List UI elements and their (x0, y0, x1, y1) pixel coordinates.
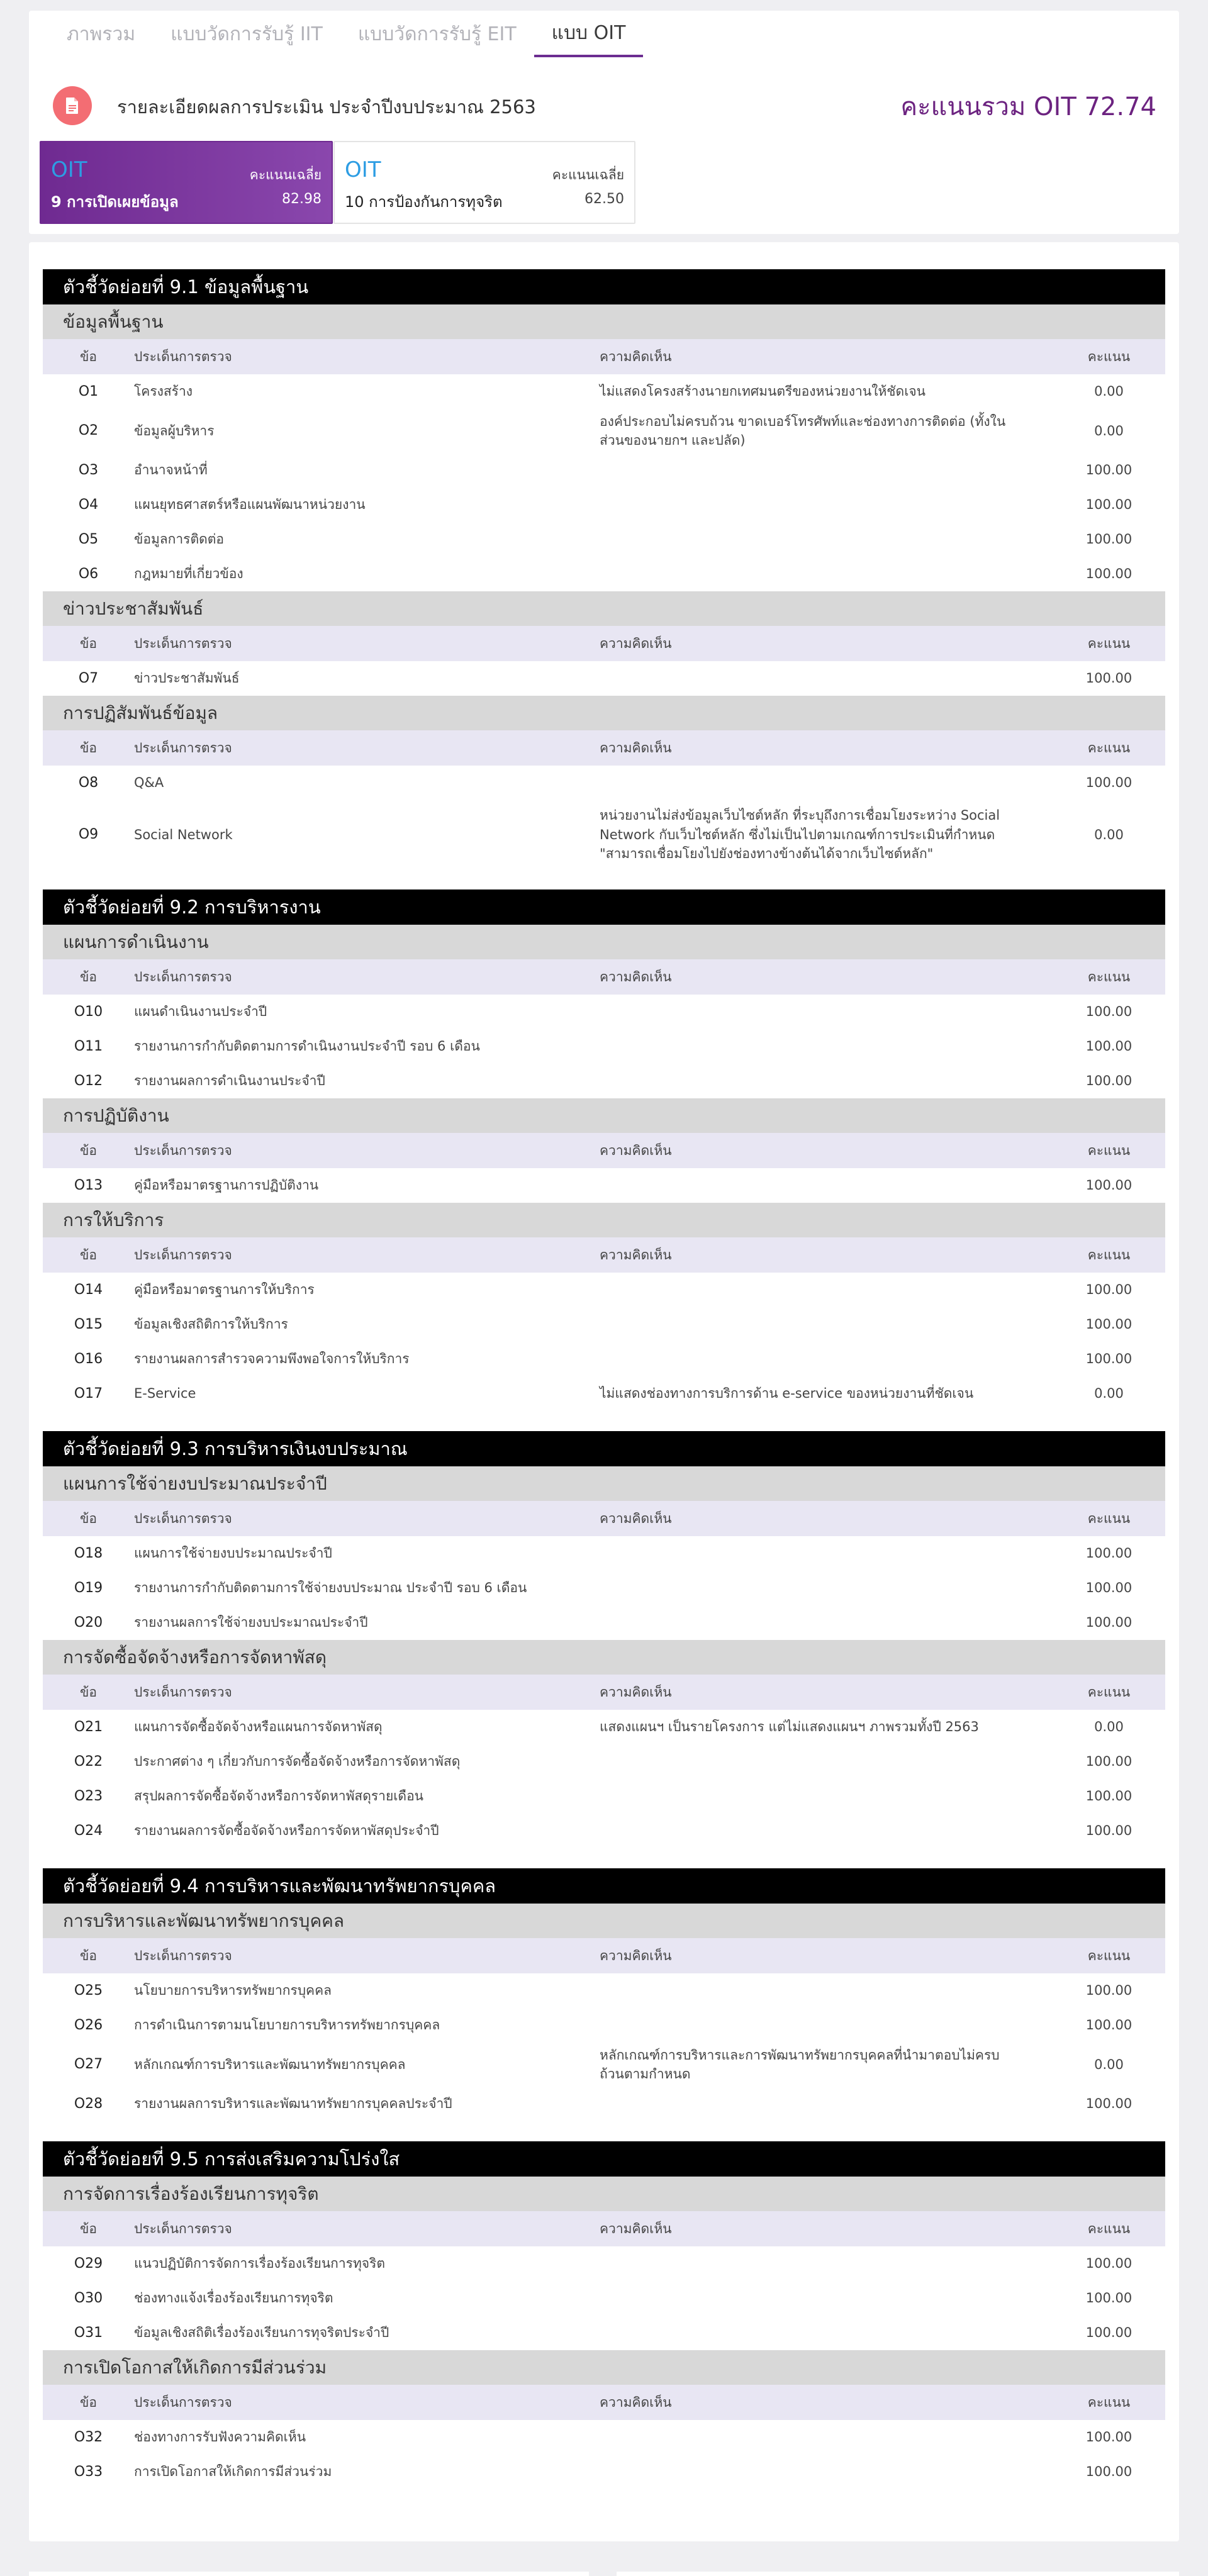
group-title: การปฏิสัมพันธ์ข้อมูล (43, 696, 1165, 730)
item-comment (600, 1064, 1065, 1098)
criteria-table (43, 959, 1165, 1098)
item-number: O3 (78, 462, 99, 478)
table-row (43, 2008, 1165, 2043)
item-score: 0.00 (1094, 827, 1124, 842)
item-number: O15 (74, 1316, 103, 1332)
index-name: 10 การป้องกันการทุจริต (345, 193, 503, 211)
item-comment (600, 661, 1065, 696)
index-card-disclosure[interactable] (40, 141, 333, 224)
item-number: O20 (74, 1614, 103, 1631)
column-header-comment: ความคิดเห็น (600, 2221, 672, 2236)
column-header-no: ข้อ (80, 635, 97, 651)
item-topic: ข่าวประชาสัมพันธ์ (134, 671, 240, 686)
column-header-comment: ความคิดเห็น (600, 348, 672, 364)
item-comment (600, 1779, 1065, 1814)
index-brand: OIT (51, 157, 87, 182)
table-row (43, 2246, 1165, 2281)
item-topic: อำนาจหน้าที่ (134, 462, 208, 478)
table-row (43, 2455, 1165, 2489)
column-header-score: คะแนน (1087, 740, 1131, 756)
column-header-score: คะแนน (1087, 1948, 1131, 1963)
item-number: O2 (78, 423, 99, 439)
item-number: O18 (74, 1545, 103, 1561)
table-row (43, 1536, 1165, 1571)
item-comment (600, 488, 1065, 522)
item-topic: ข้อมูลเชิงสถิติการให้บริการ (134, 1317, 288, 1332)
column-header-comment: ความคิดเห็น (600, 2394, 672, 2410)
column-header-no: ข้อ (80, 1510, 97, 1526)
criteria-table (43, 1133, 1165, 1203)
column-header-no: ข้อ (80, 1247, 97, 1263)
table-row (43, 409, 1165, 453)
table-row (43, 1342, 1165, 1376)
item-comment (600, 1168, 1065, 1203)
column-header-topic: ประเด็นการตรวจ (134, 1684, 232, 1700)
item-comment (600, 2008, 1065, 2043)
item-topic: Social Network (134, 827, 233, 842)
indicator-section (43, 2141, 1165, 2489)
item-score: 100.00 (1085, 1615, 1132, 1631)
pdf-icon[interactable] (53, 86, 92, 125)
indicator-section (43, 269, 1165, 869)
item-comment (600, 995, 1065, 1029)
item-score: 100.00 (1085, 1317, 1132, 1332)
column-header-comment: ความคิดเห็น (600, 969, 672, 984)
item-score: 100.00 (1085, 2256, 1132, 2272)
tab-bar (48, 11, 643, 57)
item-comment (600, 557, 1065, 591)
item-topic: กฎหมายที่เกี่ยวข้อง (134, 566, 243, 582)
item-topic: ข้อมูลเชิงสถิติเรื่องร้องเรียนการทุจริตประจำปี (134, 2325, 389, 2341)
table-row (43, 1973, 1165, 2008)
item-number: O11 (74, 1038, 103, 1054)
item-topic: Q&A (134, 775, 164, 791)
table-row (43, 2087, 1165, 2121)
tab-oit[interactable]: แบบ OIT (534, 11, 644, 57)
group-title: การให้บริการ (43, 1203, 1165, 1237)
criteria-table (43, 1938, 1165, 2121)
table-row (43, 1307, 1165, 1342)
criteria-table (43, 2385, 1165, 2489)
item-score: 100.00 (1085, 1788, 1132, 1804)
item-number: O9 (78, 827, 99, 843)
item-score: 100.00 (1085, 2017, 1132, 2033)
column-header-topic: ประเด็นการตรวจ (134, 740, 232, 756)
index-card-prevention[interactable] (333, 141, 635, 224)
item-number: O4 (78, 496, 99, 513)
indicator-section (43, 889, 1165, 1411)
item-score: 100.00 (1085, 2325, 1132, 2341)
item-topic: รายงานผลการจัดซื้อจัดจ้างหรือการจัดหาพัสดุประจำปี (134, 1823, 439, 1839)
item-comment (600, 1273, 1065, 1307)
item-comment (600, 2246, 1065, 2281)
item-topic: สรุปผลการจัดซื้อจัดจ้างหรือการจัดหาพัสดุรายเดือน (134, 1788, 424, 1804)
tab-iit[interactable]: แบบวัดการรับรู้ IIT (171, 23, 323, 45)
criteria-table (43, 730, 1165, 869)
item-comment (600, 2087, 1065, 2121)
item-topic: การดำเนินการตามนโยบายการบริหารทรัพยากรบุคคล (134, 2017, 440, 2033)
column-header-no: ข้อ (80, 1684, 97, 1700)
table-header-row (43, 1675, 1165, 1710)
item-topic: รายงานผลการดำเนินงานประจำปี (134, 1073, 325, 1089)
item-score: 100.00 (1085, 532, 1132, 547)
item-number: O33 (74, 2463, 103, 2480)
table-row (43, 766, 1165, 800)
table-row (43, 374, 1165, 409)
criteria-table (43, 626, 1165, 696)
column-header-score: คะแนน (1087, 2394, 1131, 2410)
column-header-no: ข้อ (80, 1142, 97, 1158)
item-score: 0.00 (1094, 1719, 1124, 1735)
item-number: O29 (74, 2255, 103, 2272)
item-score: 0.00 (1094, 384, 1124, 399)
column-header-topic: ประเด็นการตรวจ (134, 1948, 232, 1963)
item-score: 100.00 (1085, 2290, 1132, 2306)
column-header-topic: ประเด็นการตรวจ (134, 1510, 232, 1526)
table-row (43, 1376, 1165, 1411)
item-score: 100.00 (1085, 1073, 1132, 1089)
item-number: O13 (74, 1177, 103, 1193)
group-title: การจัดซื้อจัดจ้างหรือการจัดหาพัสดุ (43, 1640, 1165, 1675)
report-title: รายละเอียดผลการประเมิน ประจำปีงบประมาณ 2563 (117, 96, 536, 118)
table-row (43, 453, 1165, 488)
item-number: O14 (74, 1281, 103, 1298)
index-avg-label: คะแนนเฉลี่ย (552, 167, 624, 182)
table-row (43, 1710, 1165, 1744)
table-header-row (43, 1501, 1165, 1536)
item-comment (600, 1029, 1065, 1064)
item-number: O12 (74, 1073, 103, 1089)
item-comment (600, 1342, 1065, 1376)
index-score: 82.98 (282, 191, 322, 207)
item-comment (600, 1973, 1065, 2008)
item-score: 100.00 (1085, 775, 1132, 791)
table-row (43, 2043, 1165, 2087)
item-score: 100.00 (1085, 1754, 1132, 1770)
table-header-row (43, 2385, 1165, 2420)
table-row (43, 1064, 1165, 1098)
index-score: 62.50 (584, 191, 624, 207)
item-number: O5 (78, 531, 99, 547)
criteria-table (43, 1675, 1165, 1848)
item-score: 0.00 (1094, 423, 1124, 438)
item-number: O23 (74, 1788, 103, 1804)
column-header-score: คะแนน (1087, 1247, 1131, 1263)
item-score: 100.00 (1085, 1983, 1132, 1999)
criteria-table (43, 1237, 1165, 1411)
column-header-topic: ประเด็นการตรวจ (134, 2221, 232, 2236)
item-comment (600, 1536, 1065, 1571)
criteria-table (43, 1501, 1165, 1640)
column-header-no: ข้อ (80, 2221, 97, 2236)
item-number: O16 (74, 1351, 103, 1367)
item-comment (600, 1571, 1065, 1605)
column-header-comment: ความคิดเห็น (600, 1684, 672, 1700)
group-title: การปฏิบัติงาน (43, 1098, 1165, 1133)
column-header-topic: ประเด็นการตรวจ (134, 348, 232, 364)
table-row (43, 995, 1165, 1029)
item-topic: รายงานการกำกับติดตามการดำเนินงานประจำปี รอบ 6 เดือน (134, 1039, 480, 1054)
group-title: แผนการใช้จ่ายงบประมาณประจำปี (43, 1466, 1165, 1501)
group-title: การเปิดโอกาสให้เกิดการมีส่วนร่วม (43, 2350, 1165, 2385)
table-row (43, 1029, 1165, 1064)
item-number: O1 (78, 383, 99, 399)
item-comment: องค์ประกอบไม่ครบถ้วน ขาดเบอร์โทรศัพท์และช่องทางการติดต่อ (ทั้งใน ส่วนของนายกฯ และปลัด) (600, 413, 1006, 448)
column-header-score: คะแนน (1087, 348, 1131, 364)
table-row (43, 1571, 1165, 1605)
group-title: แผนการดำเนินงาน (43, 925, 1165, 959)
item-number: O19 (74, 1580, 103, 1596)
sections-container (43, 269, 1165, 2509)
item-number: O22 (74, 1753, 103, 1770)
item-number: O10 (74, 1003, 103, 1020)
column-header-topic: ประเด็นการตรวจ (134, 969, 232, 984)
item-topic: นโยบายการบริหารทรัพยากรบุคคล (134, 1983, 332, 1999)
item-number: O21 (74, 1719, 103, 1735)
item-score: 0.00 (1094, 1386, 1124, 1402)
table-header-row (43, 339, 1165, 374)
item-comment: ไม่แสดงช่องทางการบริการด้าน e-service ของหน่วยงานที่ชัดเจน (600, 1386, 974, 1402)
item-number: O25 (74, 1982, 103, 1999)
item-score: 100.00 (1085, 1178, 1132, 1193)
table-header-row (43, 2211, 1165, 2246)
item-score: 100.00 (1085, 1282, 1132, 1298)
section-title: ตัวชี้วัดย่อยที่ 9.1 ข้อมูลพื้นฐาน (43, 269, 1165, 304)
table-row (43, 1168, 1165, 1203)
column-header-no: ข้อ (80, 2394, 97, 2410)
item-topic: ประกาศต่าง ๆ เกี่ยวกับการจัดซื้อจัดจ้างหรือการจัดหาพัสดุ (134, 1754, 461, 1770)
table-row (43, 2316, 1165, 2350)
item-score: 100.00 (1085, 1546, 1132, 1561)
item-topic: แนวปฏิบัติการจัดการเรื่องร้องเรียนการทุจริต (134, 2256, 386, 2272)
table-row (43, 1273, 1165, 1307)
tab-eit[interactable]: แบบวัดการรับรู้ EIT (357, 23, 517, 45)
item-topic: การเปิดโอกาสให้เกิดการมีส่วนร่วม (134, 2464, 332, 2480)
item-comment (600, 1307, 1065, 1342)
column-header-topic: ประเด็นการตรวจ (134, 635, 232, 651)
item-topic: ข้อมูลการติดต่อ (134, 532, 224, 547)
item-number: O28 (74, 2095, 103, 2112)
table-row (43, 2420, 1165, 2455)
table-row (43, 1744, 1165, 1779)
item-number: O31 (74, 2324, 103, 2341)
table-header-row (43, 1938, 1165, 1973)
table-row (43, 661, 1165, 696)
item-comment (600, 766, 1065, 800)
item-topic: คู่มือหรือมาตรฐานการให้บริการ (134, 1282, 315, 1298)
item-number: O6 (78, 566, 99, 582)
table-header-row (43, 626, 1165, 661)
item-comment (600, 2455, 1065, 2489)
index-name: 9 การเปิดเผยข้อมูล (51, 193, 179, 211)
item-comment (600, 1814, 1065, 1848)
item-number: O30 (74, 2290, 103, 2306)
item-topic: รายงานการกำกับติดตามการใช้จ่ายงบประมาณ ประจำปี รอบ 6 เดือน (134, 1580, 527, 1596)
group-title: ข้อมูลพื้นฐาน (43, 304, 1165, 339)
column-header-score: คะแนน (1087, 2221, 1131, 2236)
bottom-panel-left (29, 2572, 589, 2576)
column-header-score: คะแนน (1087, 635, 1131, 651)
column-header-comment: ความคิดเห็น (600, 740, 672, 756)
item-comment: แสดงแผนฯ เป็นรายโครงการ แต่ไม่แสดงแผนฯ ภาพรวมทั้งปี 2563 (600, 1719, 979, 1735)
item-topic: ช่องทางการรับฟังความคิดเห็น (134, 2429, 306, 2445)
group-title: ข่าวประชาสัมพันธ์ (43, 591, 1165, 626)
item-comment (600, 1744, 1065, 1779)
item-score: 100.00 (1085, 1351, 1132, 1367)
item-topic: รายงานผลการใช้จ่ายงบประมาณประจำปี (134, 1615, 368, 1631)
table-row (43, 2281, 1165, 2316)
table-header-row (43, 959, 1165, 995)
item-comment (600, 2420, 1065, 2455)
document-icon (65, 97, 80, 114)
column-header-topic: ประเด็นการตรวจ (134, 1247, 232, 1263)
index-avg-label: คะแนนเฉลี่ย (249, 167, 322, 182)
item-number: O32 (74, 2429, 103, 2445)
column-header-comment: ความคิดเห็น (600, 1510, 672, 1526)
item-comment: หน่วยงานไม่ส่งข้อมูลเว็บไซต์หลัก ที่ระบุถึงการเชื่อมโยงระหว่าง Social Network กับเว็บไซต์หลัก ซึ่งไม่เป็นไปตามเกณฑ์การประเมินที่กำหนด "สามารถเชื่อมโยงไปยังช่องทางข้างต้นได้จากเว็บไซต์หลัก" (600, 808, 1000, 862)
table-row (43, 1779, 1165, 1814)
item-score: 100.00 (1085, 1580, 1132, 1596)
item-topic: แผนยุทธศาสตร์หรือแผนพัฒนาหน่วยงาน (134, 497, 366, 513)
total-score: คะแนนรวม OIT 72.74 (900, 92, 1156, 121)
column-header-no: ข้อ (80, 1948, 97, 1963)
item-comment (600, 2316, 1065, 2350)
column-header-no: ข้อ (80, 348, 97, 364)
column-header-score: คะแนน (1087, 1510, 1131, 1526)
item-topic: รายงานผลการบริหารและพัฒนาทรัพยากรบุคคลประจำปี (134, 2096, 452, 2112)
item-topic: แผนการจัดซื้อจัดจ้างหรือแผนการจัดหาพัสดุ (134, 1719, 383, 1735)
item-score: 100.00 (1085, 2429, 1132, 2445)
criteria-table (43, 2211, 1165, 2350)
item-score: 100.00 (1085, 2464, 1132, 2480)
column-header-comment: ความคิดเห็น (600, 635, 672, 651)
item-score: 0.00 (1094, 2056, 1124, 2072)
item-number: O7 (78, 670, 99, 686)
column-header-comment: ความคิดเห็น (600, 1247, 672, 1263)
indicator-section (43, 1868, 1165, 2121)
item-topic: แผนการใช้จ่ายงบประมาณประจำปี (134, 1546, 332, 1561)
column-header-topic: ประเด็นการตรวจ (134, 2394, 232, 2410)
column-header-no: ข้อ (80, 740, 97, 756)
table-row (43, 557, 1165, 591)
item-number: O26 (74, 2017, 103, 2033)
item-score: 100.00 (1085, 2096, 1132, 2112)
item-comment: หลักเกณฑ์การบริหารและการพัฒนาทรัพยากรบุคคลที่นำมาตอบไม่ครบ ถ้วนตามกำหนด (600, 2047, 1000, 2082)
indicator-section (43, 1431, 1165, 1848)
column-header-no: ข้อ (80, 969, 97, 984)
item-topic: แผนดำเนินงานประจำปี (134, 1004, 267, 1020)
item-topic: คู่มือหรือมาตรฐานการปฏิบัติงาน (134, 1178, 319, 1193)
table-row (43, 1814, 1165, 1848)
table-row (43, 488, 1165, 522)
item-number: O17 (74, 1385, 103, 1402)
criteria-table (43, 339, 1165, 591)
item-comment (600, 522, 1065, 557)
item-score: 100.00 (1085, 462, 1132, 478)
item-topic: ช่องทางแจ้งเรื่องร้องเรียนการทุจริต (134, 2290, 333, 2306)
item-score: 100.00 (1085, 671, 1132, 686)
summary-card (29, 11, 1179, 234)
column-header-score: คะแนน (1087, 969, 1131, 984)
item-comment (600, 453, 1065, 488)
table-header-row (43, 1133, 1165, 1168)
tab-overview[interactable]: ภาพรวม (67, 23, 136, 45)
item-comment (600, 1605, 1065, 1640)
section-title: ตัวชี้วัดย่อยที่ 9.4 การบริหารและพัฒนาทรัพยากรบุคคล (43, 1868, 1165, 1904)
section-title: ตัวชี้วัดย่อยที่ 9.2 การบริหารงาน (43, 889, 1165, 925)
item-comment (600, 2281, 1065, 2316)
section-title: ตัวชี้วัดย่อยที่ 9.5 การส่งเสริมความโปร่งใส (43, 2141, 1165, 2177)
column-header-comment: ความคิดเห็น (600, 1142, 672, 1158)
item-number: O27 (74, 2056, 103, 2073)
item-number: O24 (74, 1822, 103, 1839)
item-topic: รายงานผลการสำรวจความพึงพอใจการให้บริการ (134, 1351, 410, 1367)
group-title: การจัดการเรื่องร้องเรียนการทุจริต (43, 2177, 1165, 2211)
table-row (43, 522, 1165, 557)
item-topic: หลักเกณฑ์การบริหารและพัฒนาทรัพยากรบุคคล (134, 2056, 406, 2072)
table-row (43, 800, 1165, 869)
table-header-row (43, 1237, 1165, 1273)
detail-card (29, 242, 1179, 2541)
table-header-row (43, 730, 1165, 766)
item-score: 100.00 (1085, 497, 1132, 513)
item-topic: ข้อมูลผู้บริหาร (134, 423, 215, 438)
column-header-score: คะแนน (1087, 1684, 1131, 1700)
bottom-panel-right (617, 2572, 1179, 2576)
item-score: 100.00 (1085, 566, 1132, 582)
item-comment: ไม่แสดงโครงสร้างนายกเทศมนตรีของหน่วยงานให้ชัดเจน (600, 384, 926, 399)
item-number: O8 (78, 774, 99, 791)
column-header-score: คะแนน (1087, 1142, 1131, 1158)
index-brand: OIT (345, 157, 381, 182)
item-topic: E-Service (134, 1386, 196, 1402)
column-header-comment: ความคิดเห็น (600, 1948, 672, 1963)
item-score: 100.00 (1085, 1039, 1132, 1054)
item-score: 100.00 (1085, 1823, 1132, 1839)
item-topic: โครงสร้าง (134, 384, 193, 399)
section-title: ตัวชี้วัดย่อยที่ 9.3 การบริหารเงินงบประมาณ (43, 1431, 1165, 1466)
column-header-topic: ประเด็นการตรวจ (134, 1142, 232, 1158)
table-row (43, 1605, 1165, 1640)
group-title: การบริหารและพัฒนาทรัพยากรบุคคล (43, 1904, 1165, 1938)
item-score: 100.00 (1085, 1004, 1132, 1020)
